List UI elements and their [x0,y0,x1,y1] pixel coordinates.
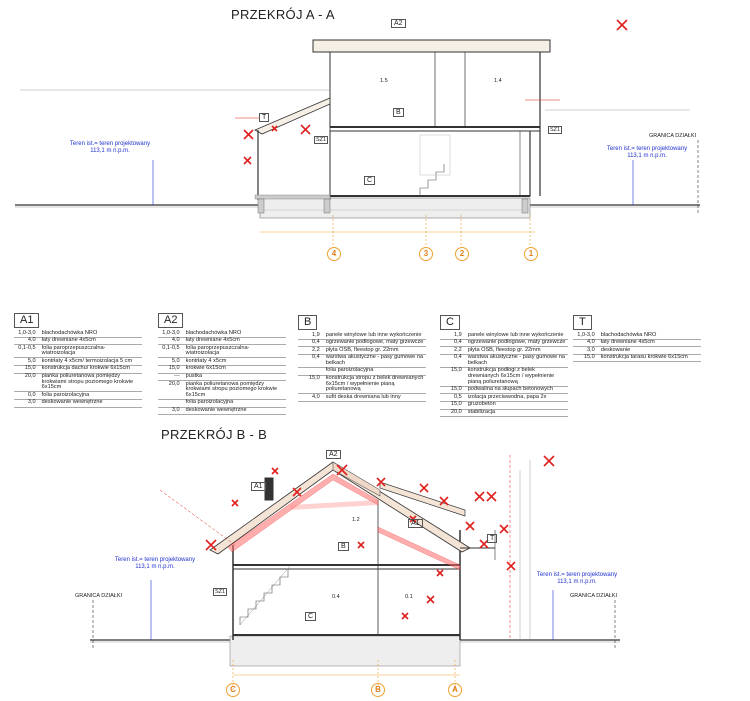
legend-row [14,337,142,345]
room-1-5: 1.5 [380,78,388,84]
tag-b-b: B [338,542,349,551]
layer-description: warstwa akustyczne - pasy gumowe na belkach [324,354,426,367]
layer-description: panele winylowe lub inne wykończenie [466,332,568,339]
layer-thickness: 1,9 [440,332,466,339]
legend-row [573,339,701,347]
layer-description: konstrukcja stropu z belek drewnianych 6x15cm / wypełnienie pianą poliuretanową [324,375,426,394]
legend-row [440,409,568,417]
layer-thickness: 4,0 [14,337,40,345]
legend-row [14,399,142,407]
legend-row [158,399,286,407]
legend-row [158,407,286,415]
layer-thickness: 15,0 [440,401,466,409]
axis-circle: C [226,683,240,697]
tag-a2-a: A2 [391,19,406,28]
tag-c-a: C [364,176,375,185]
layer-thickness [298,367,324,375]
layer-thickness: 3,0 [158,407,184,415]
layer-description: blachodachówka NRO [40,330,142,337]
legend-row [440,339,568,347]
layer-description: deskowanie [599,347,701,355]
legend-row [573,347,701,355]
legend-a2-table [158,330,286,415]
legend-row [158,358,286,366]
legend-c [440,315,568,417]
axis-a-row [0,247,750,263]
layer-thickness: 4,0 [298,394,324,402]
layer-description: warstwa akustyczne - pasy gumowe na belkach [466,354,568,367]
legend-b-table [298,332,426,402]
layer-description: folia paroprzepuszczalna- wiatroizolacja [184,345,286,358]
tag-sz1-a-right: SZ1 [550,127,561,133]
tag-t-a: T [259,113,269,122]
legend-row [14,373,142,392]
legend-row [440,347,568,355]
layer-description: płyta OSB, fleestop gr. 22mm [466,347,568,355]
legend-row [440,332,568,339]
legend-row [573,354,701,362]
tag-a1-b-right: A1 [408,519,423,528]
legend-row [298,375,426,394]
layer-thickness: 0,4 [440,339,466,347]
legend-row [298,354,426,367]
layer-description: ogrzewanie podłogowe, maty grzewcze [324,339,426,347]
axis-circle: 3 [419,247,433,261]
legend-row [158,330,286,337]
section-b-title: PRZEKRÓJ B - B [161,427,268,442]
legend-a1-table [14,330,142,408]
legend-row [440,401,568,409]
section-a-title: PRZEKRÓJ A - A [231,7,335,22]
layer-thickness: 5,0 [158,358,184,366]
legend-a2-title: A2 [158,313,183,328]
layer-description: gruzobeton [466,401,568,409]
layer-thickness: 20,0 [440,409,466,417]
layer-description: łaty drewniane 4x5cm [599,339,701,347]
boundary-label-b-left: GRANICA DZIAŁKI [75,593,123,599]
layer-description: folia paroizolacyjna [40,392,142,400]
layer-description: folia paroprzepuszczalna- wiatroizolacja [40,345,142,358]
boundary-label-a: GRANICA DZIAŁKI [649,133,697,139]
layer-description: łaty drewniane 4x5cm [40,337,142,345]
layer-description: konstrukcja tarasu krokwie 6x15cm [599,354,701,362]
layer-thickness: 15,0 [158,365,184,373]
layer-thickness: 0,1-0,5 [14,345,40,358]
tag-t-b: T [487,534,497,543]
layer-description: blachodachówka NRO [184,330,286,337]
legend-c-title: C [440,315,460,330]
layer-description: pianka poliuretanowa pomiędzy krokwiami stropu poziomego krokwie 6x15cm [184,381,286,400]
room-0-1: 0.1 [405,594,413,600]
layer-thickness: 0,4 [440,354,466,367]
layer-thickness: 0,4 [298,354,324,367]
legend-row [14,358,142,366]
layer-thickness: 1,9 [298,332,324,339]
layer-thickness: 15,0 [14,365,40,373]
layer-description: konstrukcja dachu/ krokwie 6x15cm [40,365,142,373]
legend-row [298,367,426,375]
terrain-label-a-left: Teren ist.= teren projektowany 113,1 m n.p.m. [69,141,151,155]
layer-thickness: 3,0 [14,399,40,407]
room-0-4: 0.4 [332,594,340,600]
layer-description: folia paroizolacyjna [324,367,426,375]
layer-description: kontrłaty 4 x5cm/ termoizolacja 5 cm [40,358,142,366]
axis-circle: 2 [455,247,469,261]
legend-a1 [14,313,142,408]
layer-thickness: 20,0 [158,381,184,400]
tag-a1-b-left: A1 [251,482,266,491]
axis-b-row [0,683,750,699]
layer-thickness [158,399,184,407]
layer-description: ogrzewanie podłogowe, maty grzewcze [466,339,568,347]
layer-thickness: 0,1-0,5 [158,345,184,358]
terrain-label-b-right: Teren ist.= teren projektowany 113,1 m n.p.m. [536,572,618,586]
legend-row [440,386,568,394]
layer-description: pianka poliuretanowa pomiędzy krokwiami stropu poziomego krokwie 6x15cm [40,373,142,392]
layer-thickness: 15,0 [440,367,466,386]
legend-row [298,339,426,347]
legend-t [573,315,701,362]
legend-row [14,392,142,400]
layer-thickness: 15,0 [440,386,466,394]
layer-thickness: 1,0-3,0 [158,330,184,337]
legend-a1-title: A1 [14,313,39,328]
layer-description: deskowanie wewnętrzne [40,399,142,407]
legend-row [158,337,286,345]
section-b-red-marks [206,456,554,619]
legend-row [298,394,426,402]
axis-circle: B [371,683,385,697]
layer-thickness: 20,0 [14,373,40,392]
legend-row [14,365,142,373]
legend-a2 [158,313,286,415]
layer-description: podwalina na słupach betonowych [466,386,568,394]
layer-description: panele winylowe lub inne wykończenie [324,332,426,339]
legend-b [298,315,426,402]
layer-description: pustka [184,373,286,381]
layer-description: deskowanie wewnętrzne [184,407,286,415]
legend-t-table [573,332,701,362]
legend-row [440,394,568,402]
legend-c-table [440,332,568,417]
layer-thickness: --- [158,373,184,381]
layer-thickness: 5,0 [14,358,40,366]
layer-description: konstrukcja podłogi z belek drewnianych 6x15cm / wypełnienie pianą poliuretanową [466,367,568,386]
legend-row [298,332,426,339]
legend-b-title: B [298,315,317,330]
layer-thickness: 2,2 [440,347,466,355]
terrain-label-a-right: Teren ist.= teren projektowany 113,1 m n.p.m. [606,146,688,160]
legend-t-title: T [573,315,592,330]
legend-row [158,381,286,400]
layer-thickness: 0,5 [440,394,466,402]
terrain-label-b-left: Teren ist.= teren projektowany 113,1 m n.p.m. [114,557,196,571]
tag-b-a: B [393,108,404,117]
layer-thickness: 3,0 [573,347,599,355]
legend-row [158,373,286,381]
legend-row [14,345,142,358]
layer-thickness: 0,4 [298,339,324,347]
layer-description: blachodachówka NRO [599,332,701,339]
layer-description: stabilizacja [466,409,568,417]
axis-circle: 4 [327,247,341,261]
tag-sz1-b: SZ1 [215,589,226,595]
axis-circle: A [448,683,462,697]
room-1-2: 1.2 [352,517,360,523]
layer-thickness: 15,0 [298,375,324,394]
legend-row [573,332,701,339]
tag-a2-b: A2 [326,450,341,459]
axis-circle: 1 [524,247,538,261]
layer-description: izolacja przeciwwodna, papa 2x [466,394,568,402]
legend-row [298,347,426,355]
legend-row [158,365,286,373]
layer-thickness: 4,0 [573,339,599,347]
room-1-4: 1.4 [494,78,502,84]
layer-description: krokwie 6x15cm [184,365,286,373]
layer-thickness: 0,0 [14,392,40,400]
legend-row [440,354,568,367]
layer-description: płyta OSB, fleestop gr. 22mm [324,347,426,355]
layer-thickness: 2,2 [298,347,324,355]
layer-thickness: 4,0 [158,337,184,345]
layer-thickness: 1,0-3,0 [14,330,40,337]
layer-description: łaty drewniane 4x5cm [184,337,286,345]
layer-description: folia paroizolacyjna [184,399,286,407]
layer-description: sufit deska drewniana lub inny [324,394,426,402]
tag-c-b: C [305,612,316,621]
layer-thickness: 15,0 [573,354,599,362]
boundary-label-b-right: GRANICA DZIAŁKI [570,593,618,599]
legend-row [158,345,286,358]
legend-row [440,367,568,386]
legend-row [14,330,142,337]
tag-sz1-a-left: SZ1 [316,137,327,143]
layer-thickness: 1,0-3,0 [573,332,599,339]
layer-description: kontrłaty 4 x5cm [184,358,286,366]
